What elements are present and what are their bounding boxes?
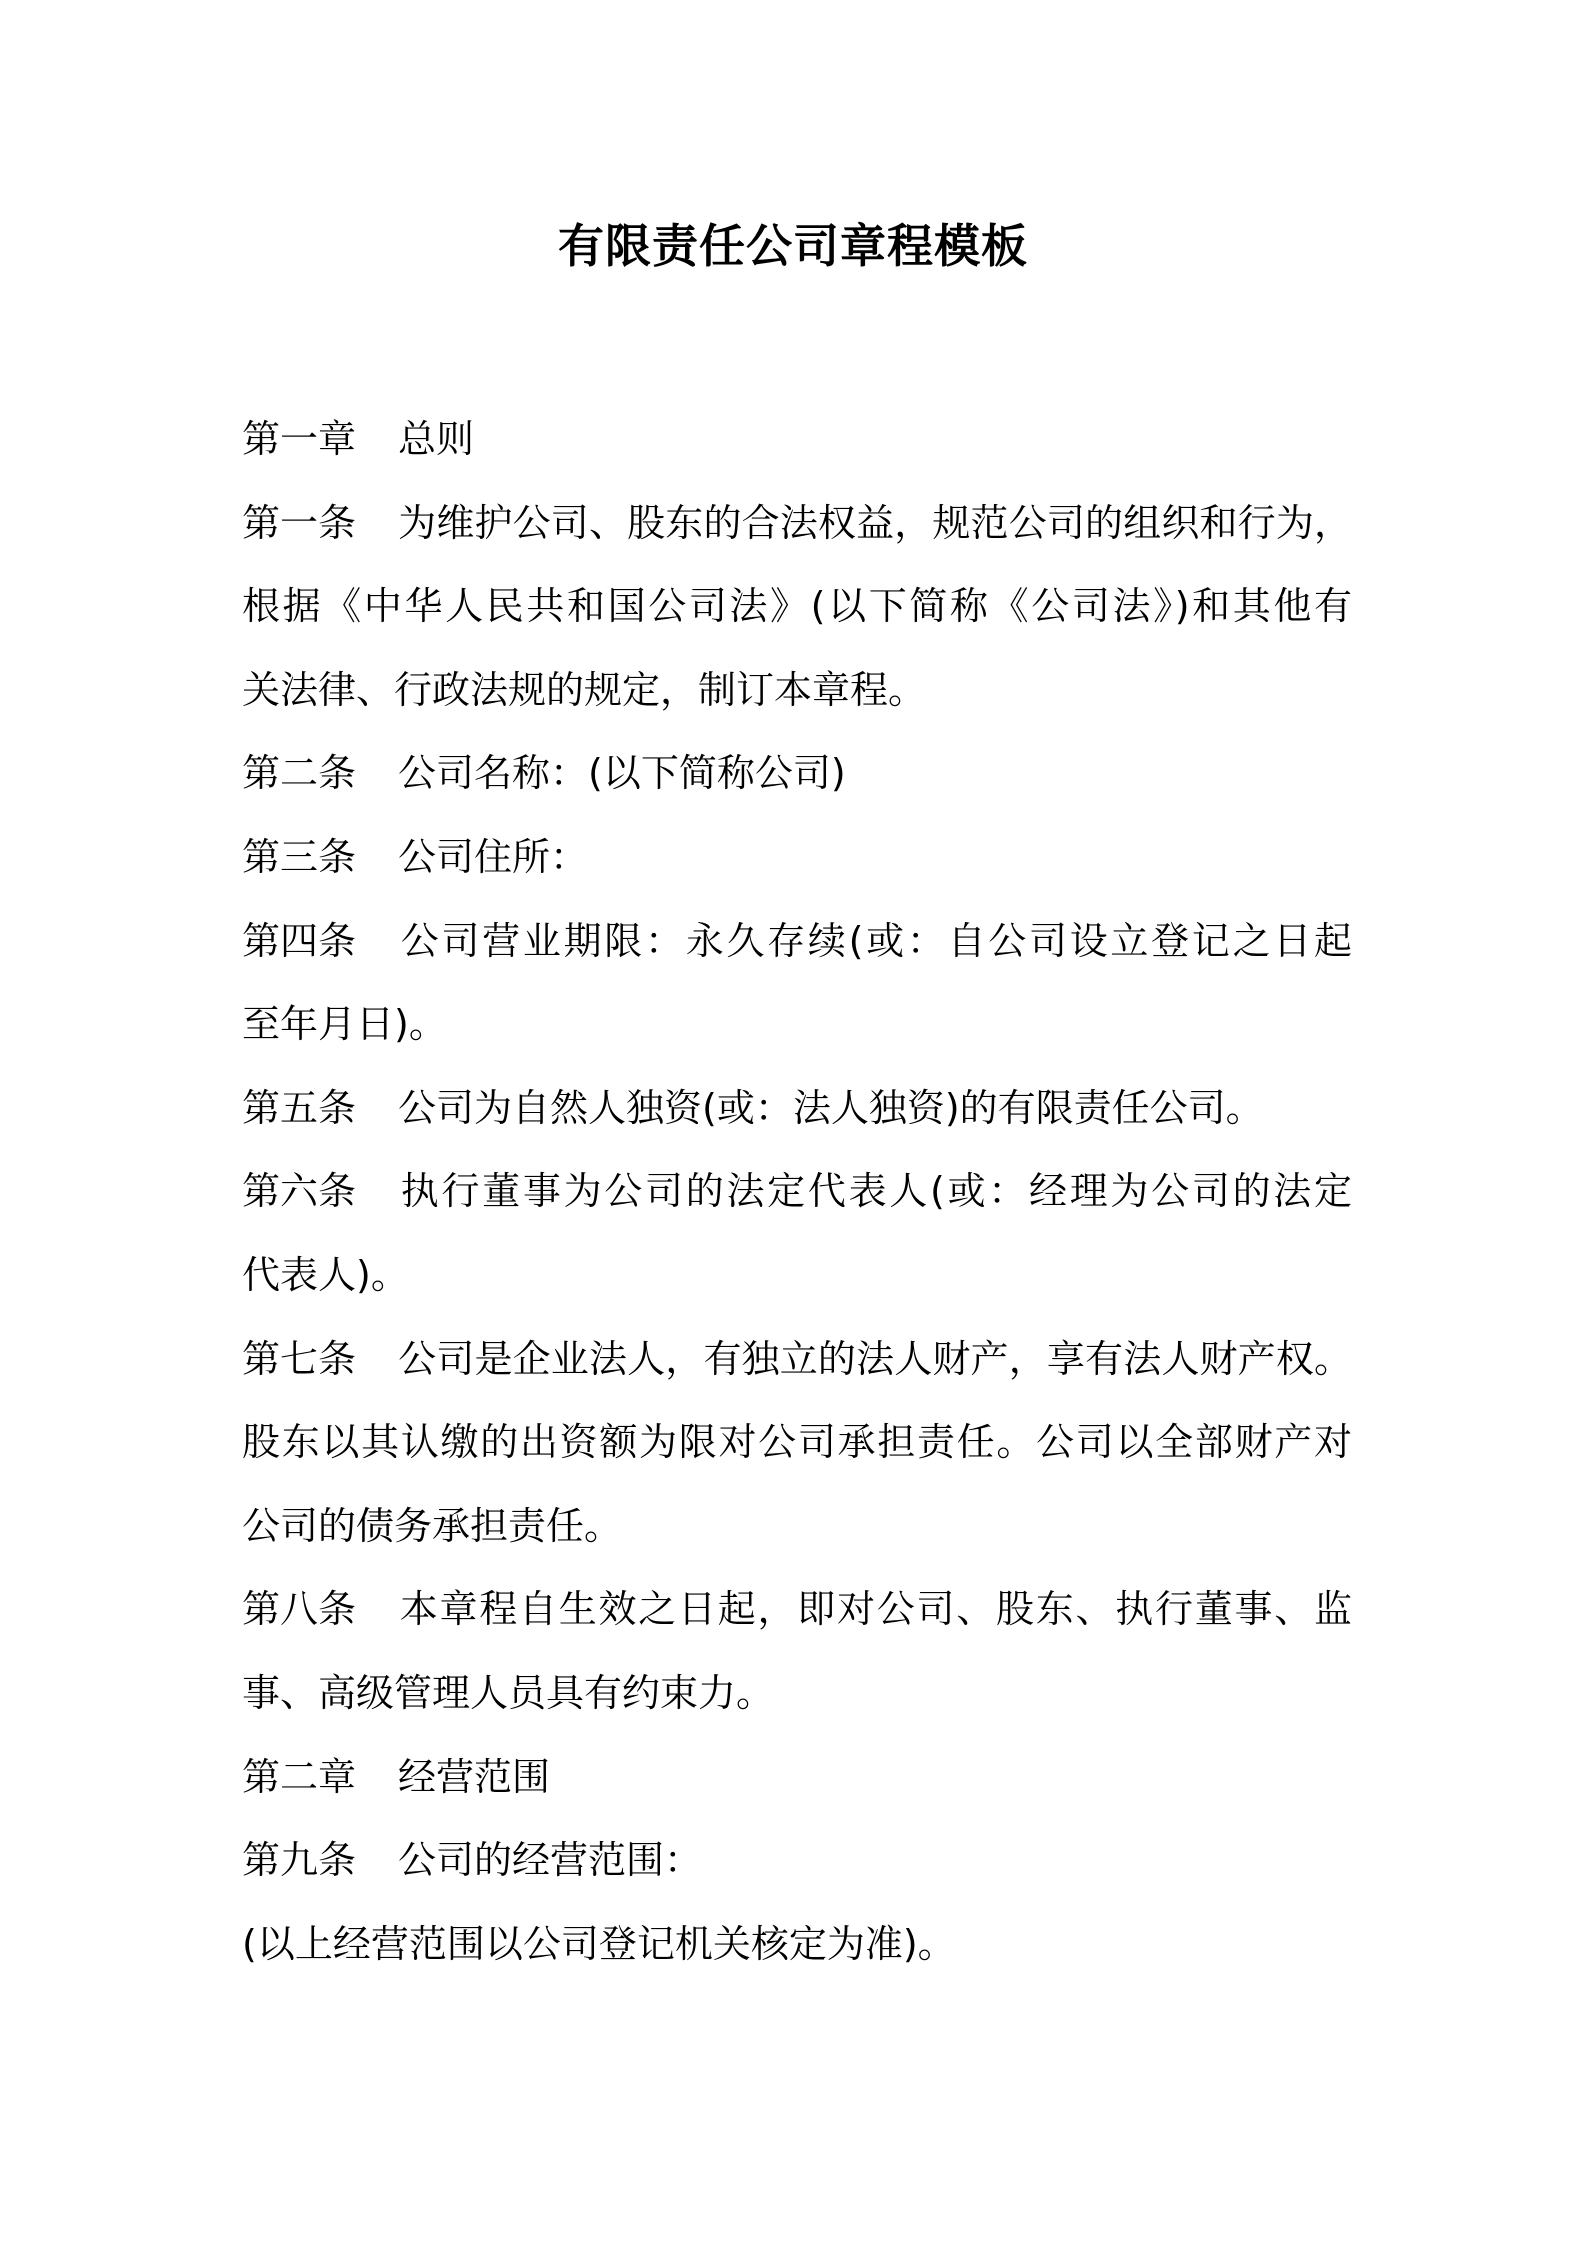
text-line bbox=[242, 1401, 1352, 1485]
article-label: 第一章 bbox=[242, 417, 357, 461]
line-text: 经营范围 bbox=[398, 1754, 551, 1799]
text-line bbox=[242, 732, 1352, 816]
article-label: 第二条 bbox=[242, 751, 357, 796]
text-line bbox=[242, 1903, 1352, 1987]
line-text: 公司是企业法人，有独立的法人财产，享有法人财产权。 bbox=[398, 1336, 1352, 1381]
line-text: 公司的债务承担责任。 bbox=[242, 1503, 623, 1548]
line-text: 公司营业期限：永久存续(或：自公司设立登记之日起 bbox=[398, 918, 1352, 963]
article-label: 第七条 bbox=[242, 1336, 357, 1381]
line-text: 公司的经营范围： bbox=[398, 1838, 703, 1883]
article-label: 第九条 bbox=[242, 1838, 357, 1883]
text-line bbox=[242, 1234, 1352, 1318]
text-line bbox=[242, 1485, 1352, 1569]
line-text: 关法律、行政法规的规定，制订本章程。 bbox=[242, 667, 927, 712]
article-label: 第一条 bbox=[242, 500, 357, 545]
text-line bbox=[242, 816, 1352, 900]
line-text: 代表人)。 bbox=[242, 1252, 409, 1297]
text-line bbox=[242, 565, 1352, 649]
text-line bbox=[242, 1568, 1352, 1652]
article-label: 第二章 bbox=[242, 1754, 357, 1799]
text-line bbox=[242, 398, 1352, 482]
line-text: 至年月日)。 bbox=[242, 1002, 447, 1047]
text-line bbox=[242, 1067, 1352, 1151]
line-text: 本章程自生效之日起，即对公司、股东、执行董事、监 bbox=[398, 1587, 1352, 1632]
article-label: 第八条 bbox=[242, 1587, 357, 1632]
line-text: 执行董事为公司的法定代表人(或：经理为公司的法定 bbox=[398, 1169, 1352, 1214]
article-label: 第四条 bbox=[242, 918, 357, 963]
document-body bbox=[242, 398, 1352, 1986]
line-text: 事、高级管理人员具有约束力。 bbox=[242, 1670, 775, 1715]
text-line bbox=[242, 1736, 1352, 1820]
text-line bbox=[242, 1819, 1352, 1903]
text-line bbox=[242, 1150, 1352, 1234]
text-line bbox=[242, 900, 1352, 984]
line-text: 股东以其认缴的出资额为限对公司承担责任。公司以全部财产对 bbox=[242, 1420, 1352, 1465]
line-text: 总则 bbox=[398, 417, 475, 461]
line-text: (以上经营范围以公司登记机关核定为准)。 bbox=[242, 1921, 956, 1966]
line-text: 公司为自然人独资(或：法人独资)的有限责任公司。 bbox=[398, 1085, 1264, 1130]
text-line bbox=[242, 1318, 1352, 1402]
article-label: 第三条 bbox=[242, 834, 357, 879]
text-line bbox=[242, 649, 1352, 733]
line-text: 为维护公司、股东的合法权益，规范公司的组织和行为， bbox=[398, 500, 1352, 545]
line-text: 公司名称：(以下简称公司) bbox=[398, 751, 846, 796]
article-label: 第六条 bbox=[242, 1169, 357, 1214]
line-text: 公司住所： bbox=[398, 834, 589, 879]
line-text: 根据《中华人民共和国公司法》(以下简称《公司法》)和其他有 bbox=[242, 584, 1352, 629]
text-line bbox=[242, 482, 1352, 566]
text-line bbox=[242, 1652, 1352, 1736]
article-label: 第五条 bbox=[242, 1085, 357, 1130]
text-line bbox=[242, 983, 1352, 1067]
document-title: 有限责任公司章程模板 bbox=[558, 219, 1028, 273]
